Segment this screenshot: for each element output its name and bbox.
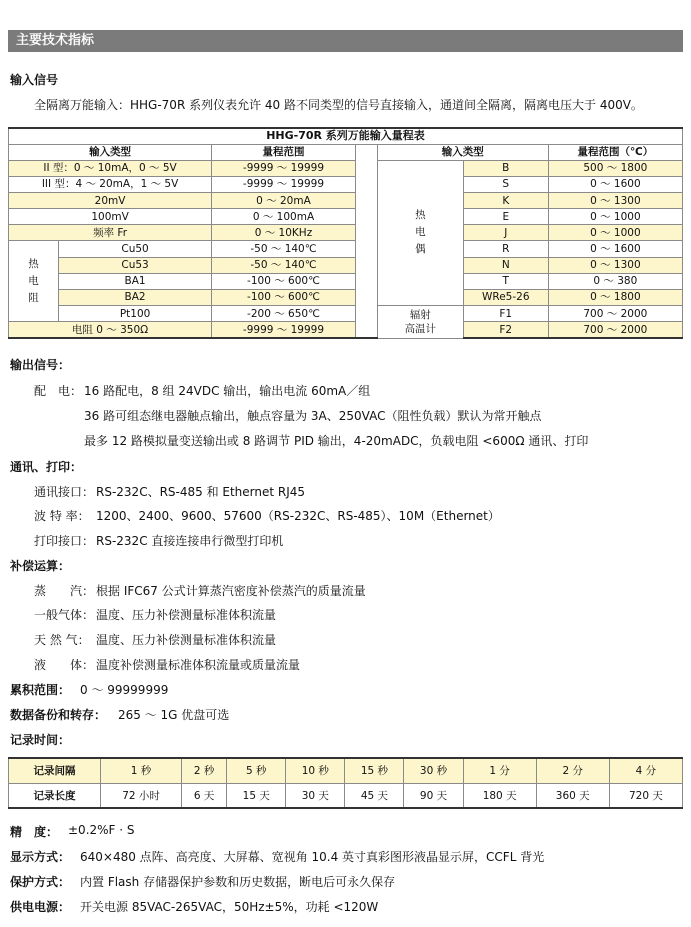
table-cell: 30 秒 <box>404 758 463 783</box>
table-cell: 700 ～ 2000 <box>548 322 682 338</box>
table-cell: 500 ～ 1800 <box>548 160 682 176</box>
table-cell: 15 天 <box>227 783 286 808</box>
table-cell: F2 <box>463 322 548 338</box>
protect-value: 内置 Flash 存储器保护参数和历史数据，断电后可永久保存 <box>80 875 396 889</box>
rtd-group: 热 电 阻 <box>9 241 59 322</box>
table-cell: -50 ～ 140℃ <box>212 241 356 257</box>
table-cell: 2 秒 <box>182 758 227 783</box>
table-cell: 电阻 0 ～ 350Ω <box>9 322 212 338</box>
table-cell: BA2 <box>59 289 212 305</box>
table-cell: 10 秒 <box>286 758 345 783</box>
table-cell: 5 秒 <box>227 758 286 783</box>
table-cell: -9999 ～ 19999 <box>212 322 356 338</box>
comp-gas-label: 一般气体： <box>34 608 95 622</box>
table-cell: 720 天 <box>609 783 682 808</box>
output-line-1: 16 路配电，8 组 24VDC 输出，输出电流 60mA／组 <box>84 384 371 398</box>
table-cell: 0 ～ 1600 <box>548 241 682 257</box>
output-line-2: 36 路可组态继电器触点输出，触点容量为 3A、250VAC（阻性负载）默认为常开触点 <box>84 409 542 423</box>
table-cell: -100 ～ 600℃ <box>212 273 356 289</box>
input-description: 全隔离万能输入：HHG-70R 系列仪表允许 40 路不同类型的信号直接输入，通道间全隔离，隔离电压大于 400V。 <box>34 98 643 112</box>
table-cell: 15 秒 <box>345 758 404 783</box>
col-range-2: 量程范围（℃） <box>548 144 682 160</box>
table-cell: III 型：4 ～ 20mA，1 ～ 5V <box>9 176 212 192</box>
record-table <box>8 757 683 809</box>
table-cell: R <box>463 241 548 257</box>
rad-group: 辐射 高温计 <box>377 306 463 338</box>
table-cell: T <box>463 273 548 289</box>
table-cell: 100mV <box>9 209 212 225</box>
accuracy-label: 精 度： <box>10 825 59 839</box>
table-cell: B <box>463 160 548 176</box>
table-cell: 1 分 <box>463 758 536 783</box>
table-cell: 20mV <box>9 193 212 209</box>
comm-print-label: 打印接口： <box>34 534 95 548</box>
table-cell: N <box>463 257 548 273</box>
comp-ng-value: 温度、压力补偿测量标准体积流量 <box>96 633 277 647</box>
output-label: 配 电： <box>34 384 83 398</box>
output-heading: 输出信号： <box>10 358 71 372</box>
table-cell: 360 天 <box>536 783 609 808</box>
table-cell: J <box>463 225 548 241</box>
comm-print-value: RS-232C 直接连接串行微型打印机 <box>96 534 284 548</box>
output-line-3: 最多 12 路模拟量变送输出或 8 路调节 PID 输出，4-20mADC，负载电阻 <600Ω 通讯、打印 <box>84 434 589 448</box>
backup-label: 数据备份和转存： <box>10 708 107 722</box>
table-cell: 0 ～ 1300 <box>548 257 682 273</box>
display-value: 640×480 点阵、高亮度、大屏幕、宽视角 10.4 英寸真彩图形液晶显示屏，CCFL 背光 <box>80 850 545 864</box>
table-cell: 90 天 <box>404 783 463 808</box>
table-cell: 0 ～ 1000 <box>548 209 682 225</box>
range-table <box>8 127 683 339</box>
table-cell: WRe5-26 <box>463 289 548 305</box>
comp-heading: 补偿运算： <box>10 559 71 573</box>
table-cell: 45 天 <box>345 783 404 808</box>
accum-value: 0 ～ 99999999 <box>80 683 169 697</box>
comp-liq-label: 液 体： <box>34 658 95 672</box>
comp-gas-value: 温度、压力补偿测量标准体积流量 <box>96 608 277 622</box>
comp-ng-label: 天 然 气： <box>34 633 90 647</box>
table-cell: 0 ～ 380 <box>548 273 682 289</box>
table-cell: E <box>463 209 548 225</box>
comm-heading: 通讯、打印： <box>10 460 83 474</box>
record-length-label: 记录长度 <box>9 783 101 808</box>
table-cell: -9999 ～ 19999 <box>212 176 356 192</box>
accuracy-value: ±0.2%F · S <box>68 823 135 837</box>
table-cell: -200 ～ 650℃ <box>212 306 356 322</box>
table-cell: 0 ～ 1800 <box>548 289 682 305</box>
table-cell: 频率 Fr <box>9 225 212 241</box>
table-cell: 4 分 <box>609 758 682 783</box>
power-label: 供电电源： <box>10 900 71 914</box>
power-value: 开关电源 85VAC-265VAC，50Hz±5%，功耗 <120W <box>80 900 379 914</box>
record-interval-label: 记录间隔 <box>9 758 101 783</box>
col-range: 量程范围 <box>212 144 356 160</box>
table-cell: 0 ～ 100mA <box>212 209 356 225</box>
comp-liq-value: 温度补偿测量标准体积流量或质量流量 <box>96 658 301 672</box>
range-table-caption: HHG-70R 系列万能输入量程表 <box>9 128 683 144</box>
tc-group: 热 电 偶 <box>377 160 463 305</box>
table-cell: 700 ～ 2000 <box>548 306 682 322</box>
table-cell: 2 分 <box>536 758 609 783</box>
col-input-type-2: 输入类型 <box>377 144 548 160</box>
table-cell: F1 <box>463 306 548 322</box>
comm-baud-value: 1200、2400、9600、57600（RS-232C、RS-485）、10M（Ethernet） <box>96 509 500 523</box>
table-cell: -9999 ～ 19999 <box>212 160 356 176</box>
comp-steam-value: 根据 IFC67 公式计算蒸汽密度补偿蒸汽的质量流量 <box>96 584 366 598</box>
table-cell: 6 天 <box>182 783 227 808</box>
table-cell: Cu50 <box>59 241 212 257</box>
comm-baud-label: 波 特 率： <box>34 509 90 523</box>
table-cell: Pt100 <box>59 306 212 322</box>
table-cell: -100 ～ 600℃ <box>212 289 356 305</box>
table-cell: 72 小时 <box>101 783 182 808</box>
input-heading: 输入信号 <box>10 73 59 87</box>
accum-label: 累积范围： <box>10 683 71 697</box>
comm-iface-value: RS-232C、RS-485 和 Ethernet RJ45 <box>96 485 306 499</box>
col-input-type: 输入类型 <box>9 144 212 160</box>
table-cell: K <box>463 193 548 209</box>
table-cell: 0 ～ 20mA <box>212 193 356 209</box>
table-cell: 30 天 <box>286 783 345 808</box>
table-cell: 0 ～ 1600 <box>548 176 682 192</box>
comp-steam-label: 蒸 汽： <box>34 584 95 598</box>
display-label: 显示方式： <box>10 850 71 864</box>
table-cell: Cu53 <box>59 257 212 273</box>
table-cell: 0 ～ 1300 <box>548 193 682 209</box>
protect-label: 保护方式： <box>10 875 71 889</box>
table-cell: 0 ～ 10KHz <box>212 225 356 241</box>
backup-value: 265 ～ 1G 优盘可选 <box>118 708 230 722</box>
table-cell: S <box>463 176 548 192</box>
record-heading: 记录时间： <box>10 733 71 747</box>
table-cell: -50 ～ 140℃ <box>212 257 356 273</box>
table-cell: 0 ～ 1000 <box>548 225 682 241</box>
table-cell: BA1 <box>59 273 212 289</box>
comm-iface-label: 通讯接口： <box>34 485 95 499</box>
section-title: 主要技术指标 <box>8 30 683 52</box>
table-cell: II 型：0 ～ 10mA，0 ～ 5V <box>9 160 212 176</box>
table-cell: 180 天 <box>463 783 536 808</box>
table-cell: 1 秒 <box>101 758 182 783</box>
